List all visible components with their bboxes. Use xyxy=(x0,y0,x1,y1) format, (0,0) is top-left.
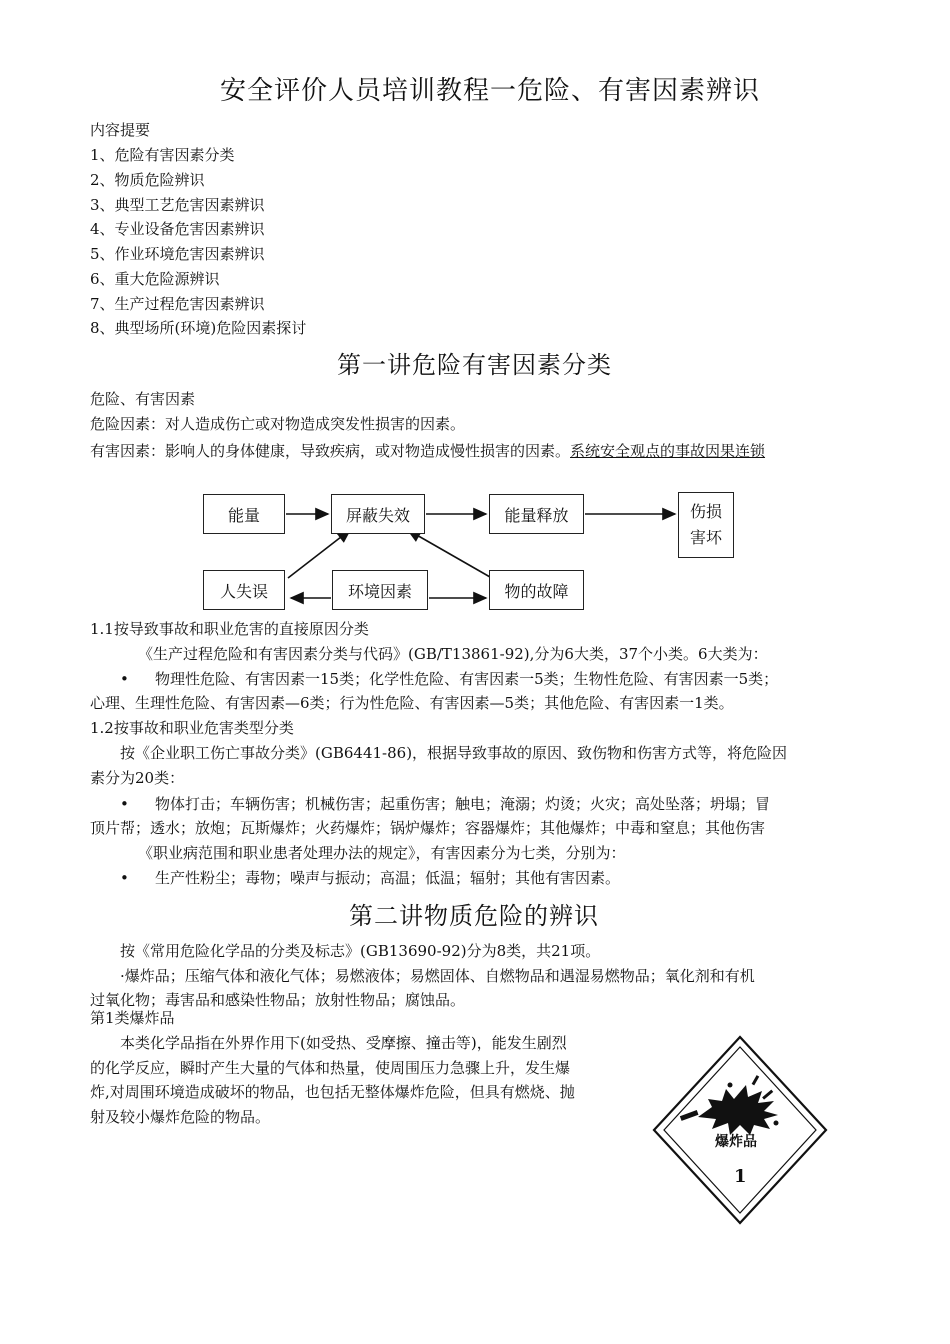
equipment-fault-box: 物的故障 xyxy=(489,570,584,610)
section-1-1-text: 《生产过程危险和有害因素分类与代码》(GB/T13861-92),分为6大类，37个小类。6大类为： xyxy=(138,645,768,663)
damage-label-line1: 伤损 xyxy=(689,502,722,521)
section-1-1-bullet-line1: 物理性危险、有害因素一15类；化学性危险、有害因素一5类；生物性危险、有害因素一5类； xyxy=(155,670,779,688)
page-title: 安全评价人员培训教程一危险、有害因素辨识 xyxy=(220,76,761,106)
section-1-2-text-line1: 按《企业职工伤亡事故分类》(GB6441-86)，根据导致事故的原因、致伤物和伤害方式等，将危险因 xyxy=(120,744,788,762)
class1-text-line1: 本类化学品指在外界作用下(如受热、受摩擦、撞击等)，能发生剧烈 xyxy=(120,1034,567,1052)
section-1-1-title: 1.1按导致事故和职业危害的直接原因分类 xyxy=(90,620,369,638)
damage-label-line2: 害坏 xyxy=(689,528,722,547)
occupational-text: 《职业病范围和职业患者处理办法的规定》，有害因素分为七类，分别为： xyxy=(138,844,626,862)
classes-line1: ·爆炸品；压缩气体和液化气体；易燃液体；易燃固体、自燃物品和遇湿易燃物品；氧化剂和有机 xyxy=(120,967,755,985)
section-1-2-title: 1.2按事故和职业危害类型分类 xyxy=(90,719,294,737)
section-1-2-text-line2: 素分为20类： xyxy=(90,769,185,787)
label-text: 爆炸品 xyxy=(715,1134,757,1150)
toc-item: 6、重大危险源辨识 xyxy=(90,270,220,288)
toc-heading: 内容提要 xyxy=(90,121,151,139)
toc-item: 1、危险有害因素分类 xyxy=(90,146,235,164)
bullet-mark: • xyxy=(120,670,129,688)
lecture2-intro: 按《常用危险化学品的分类及标志》(GB13690-92)分为8类，共21项。 xyxy=(120,942,601,960)
class1-title: 第1类爆炸品 xyxy=(90,1009,175,1027)
section-1-2-bullet-line1: 物体打击；车辆伤害；机械伤害；起重伤害；触电；淹溺；灼烫；火灾；高处坠落；坍塌；冒 xyxy=(155,795,771,813)
toc-item: 2、物质危险辨识 xyxy=(90,171,205,189)
lecture1-heading: 第一讲危险有害因素分类 xyxy=(337,351,612,379)
explosive-hazard-label xyxy=(650,1035,830,1225)
section-1-1-bullet-line2: 心理、生理性危险、有害因素—6类；行为性危险、有害因素—5类；其他危险、有害因素一1类。 xyxy=(90,694,734,712)
energy-release-box: 能量释放 xyxy=(489,494,584,534)
lecture1-subhead: 危险、有害因素 xyxy=(90,390,196,408)
toc-item: 7、生产过程危害因素辨识 xyxy=(90,295,265,313)
bullet-mark: • xyxy=(120,795,129,813)
causal-chain-link[interactable]: 系统安全观点的事故因果连锁 xyxy=(570,442,766,460)
environment-box: 环境因素 xyxy=(332,570,428,610)
toc-item: 4、专业设备危害因素辨识 xyxy=(90,220,265,238)
energy-box: 能量 xyxy=(203,494,285,534)
classes-line2: 过氧化物；毒害品和感染性物品；放射性物品；腐蚀品。 xyxy=(90,991,466,1009)
human-error-box: 人失误 xyxy=(203,570,285,610)
danger-definition: 危险因素：对人造成伤亡或对物造成突发性损害的因素。 xyxy=(90,415,466,433)
class1-text-line3: 炸,对周围环境造成破坏的物品，也包括无整体爆炸危险，但具有燃烧、抛 xyxy=(90,1083,575,1101)
class1-text-line4: 射及较小爆炸危险的物品。 xyxy=(90,1108,271,1126)
toc-item: 8、典型场所(环境)危险因素探讨 xyxy=(90,319,307,337)
damage-box xyxy=(678,492,734,558)
toc-item: 5、作业环境危害因素辨识 xyxy=(90,245,265,263)
section-1-2-bullet-line2: 顶片帮；透水；放炮；瓦斯爆炸；火药爆炸；锅炉爆炸；容器爆炸；其他爆炸；中毒和窒息；其他伤害 xyxy=(90,819,766,837)
toc-item: 3、典型工艺危害因素辨识 xyxy=(90,196,265,214)
lecture2-heading: 第二讲物质危险的辨识 xyxy=(349,902,599,930)
harm-definition: 有害因素：影响人的身体健康，导致疾病，或对物造成慢性损害的因素。 xyxy=(90,442,571,460)
shield-failure-box: 屏蔽失效 xyxy=(331,494,425,534)
causal-chain-diagram xyxy=(0,0,950,620)
class1-text-line2: 的化学反应，瞬时产生大量的气体和热量，使周围压力急骤上升，发生爆 xyxy=(90,1059,571,1077)
label-number: 1 xyxy=(734,1166,747,1187)
occupational-bullet: 生产性粉尘；毒物；噪声与振动；高温；低温；辐射；其他有害因素。 xyxy=(155,869,621,887)
bullet-mark: • xyxy=(120,869,129,887)
